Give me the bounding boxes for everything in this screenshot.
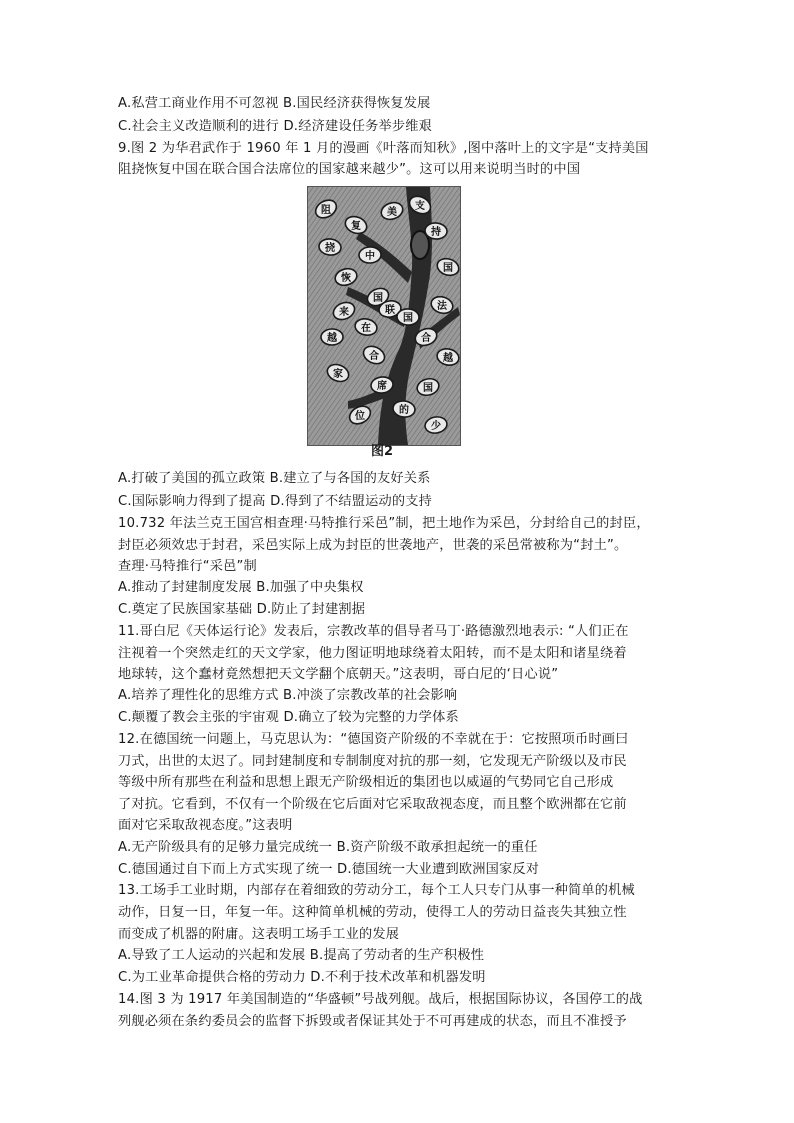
q10-options-cd: C.奠定了民族国家基础 D.防止了封建割据 xyxy=(118,602,366,617)
q8-options-cd: C.社会主义改造顺利的进行 D.经济建设任务举步维艰 xyxy=(118,119,433,134)
q9-options-ab: A.打破了美国的孤立政策 B.建立了与各国的友好关系 xyxy=(118,471,431,486)
q8-options-ab: A.私营工商业作用不可忽视 B.国民经济获得恢复发展 xyxy=(118,96,431,111)
q13-options-ab: A.导致了工人运动的兴起和发展 B.提高了劳动者的生产积极性 xyxy=(118,948,485,963)
leaf-text: 家 xyxy=(333,369,343,380)
leaf-text: 少 xyxy=(431,421,441,432)
leaf-text: 中 xyxy=(365,251,375,262)
cartoon-drawing xyxy=(308,187,460,445)
leaf-10 xyxy=(397,308,420,325)
q12-stem-line-1: 12.在德国统一问题上，马克思认为：“德国资产阶级的不幸就在于：它按照项币时画曰 xyxy=(118,732,629,747)
leaf-text: 国 xyxy=(403,313,413,324)
leaf-text: 位 xyxy=(355,411,365,422)
leaf-text: 联 xyxy=(385,305,395,316)
leaf-text: 持 xyxy=(431,227,441,238)
leaf-text: 国 xyxy=(373,293,383,304)
leaf-text: 越 xyxy=(327,333,337,344)
q10-stem-line-1: 10.732 年法兰克王国宫相查理·马特推行采邑”制，把土地作为采邑，分封给自己的封臣， xyxy=(118,516,650,531)
q12-options-cd: C.德国通过自下而上方式实现了统一 D.德国统一大业遭到欧洲国家反对 xyxy=(118,862,540,877)
leaf-text: 挠 xyxy=(325,243,335,254)
q9-options-cd: C.国际影响力得到了提高 D.得到了不结盟运动的支持 xyxy=(118,494,433,509)
q12-stem-line-2: 刀式，出世的太迟了。同封建制度和专制制度对抗的那一刻，它发现无产阶级以及市民 xyxy=(118,754,627,769)
leaf-text: 在 xyxy=(361,323,371,334)
q12-stem-line-4: 了对抗。它看到，不仅有一个阶级在它后面对它采取敌视态度，而且整个欧洲都在它前 xyxy=(118,797,627,812)
q13-stem-line-1: 13.工场手工业时期，内部存在着细致的劳动分工，每个工人只专门从事一种简单的机械 xyxy=(118,883,635,898)
leaf-text: 法 xyxy=(437,301,447,312)
q11-stem-line-3: 地球转，这个蠢材竟然想把天文学翻个底朝天。”这表明，哥白尼的‘日心说” xyxy=(118,667,559,682)
leaf-text: 席 xyxy=(377,381,387,392)
leaf-text: 国 xyxy=(443,263,453,274)
leaf-text: 复 xyxy=(351,221,361,232)
leaf-text: 恢 xyxy=(341,273,351,284)
q13-options-cd: C.为工业革命提供合格的劳动力 D.不利于技术改革和机器发明 xyxy=(118,970,486,985)
q13-stem-line-2: 动作，日复一日，年复一年。这种简单机械的劳动，使得工人的劳动日益丧失其独立性 xyxy=(118,905,627,920)
q14-stem-line-2: 列舰必须在条约委员会的监督下拆毁或者保证其处于不可再建成的状态，而且不准授予 xyxy=(118,1014,627,1029)
q12-options-ab: A.无产阶级具有的足够力量完成统一 B.资产阶级不敢承担起统一的重任 xyxy=(118,840,538,855)
q10-stem-line-3: 查理·马特推行“采邑”制 xyxy=(118,559,257,574)
q12-stem-line-5: 面对它采取敌视态度。”这表明 xyxy=(118,818,293,833)
leaf-5 xyxy=(359,247,382,264)
q9-stem-line-1: 9.图 2 为华君武作于 1960 年 1 月的漫画《叶落而知秋》,图中落叶上的文字是“支持美国 xyxy=(118,141,649,156)
leaf-text: 支 xyxy=(415,201,425,212)
leaf-text: 美 xyxy=(387,207,397,218)
leaf-text: 合 xyxy=(369,351,379,362)
leaf-text: 越 xyxy=(443,353,453,364)
leaf-text: 阻 xyxy=(321,205,331,216)
q10-options-ab: A.推动了封建制度发展 B.加强了中央集权 xyxy=(118,580,364,595)
q11-options-ab: A.培养了理性化的思维方式 B.冲淡了宗教改革的社会影响 xyxy=(118,688,458,703)
q9-stem-line-2: 阻挠恢复中国在联合国合法席位的国家越来越少”。这可以用来说明当时的中国 xyxy=(118,162,581,177)
q13-stem-line-3: 而变成了机器的附庸。这表明工场手工业的发展 xyxy=(118,927,400,942)
q14-stem-line-1: 14.图 3 为 1917 年美国制造的“华盛顿”号战列舰。战后，根据国际协议，各国停工的战 xyxy=(118,992,643,1007)
leaf-text: 国 xyxy=(423,383,433,394)
leaf-text: 的 xyxy=(399,405,409,416)
figure-caption: 图2 xyxy=(371,444,394,459)
leaf-18 xyxy=(321,329,343,345)
leaf-text: 合 xyxy=(421,333,431,344)
q11-options-cd: C.颠覆了教会主张的宇宙观 D.确立了较为完整的力学体系 xyxy=(118,710,459,725)
leaf-text: 来 xyxy=(339,307,349,318)
cartoon-figure-2 xyxy=(307,186,461,446)
q11-stem-line-1: 11.哥白尼《天体运行论》发表后，宗教改革的倡导者马丁·路德激烈地表示: “人们正在 xyxy=(118,624,629,639)
q10-stem-line-2: 封臣必须效忠于封君，采邑实际上成为封臣的世袭地产，世袭的采邑常被称为“封土”。 xyxy=(118,538,628,553)
leaf-23 xyxy=(424,222,447,239)
q11-stem-line-2: 注视着一个突然走红的天文学家，他力图证明地球绕着太阳转，而不是太阳和诸星绕着 xyxy=(118,646,627,661)
q12-stem-line-3: 等级中所有那些在利益和思想上跟无产阶级相近的集团也以威逼的气势同它自己形成 xyxy=(118,775,614,790)
